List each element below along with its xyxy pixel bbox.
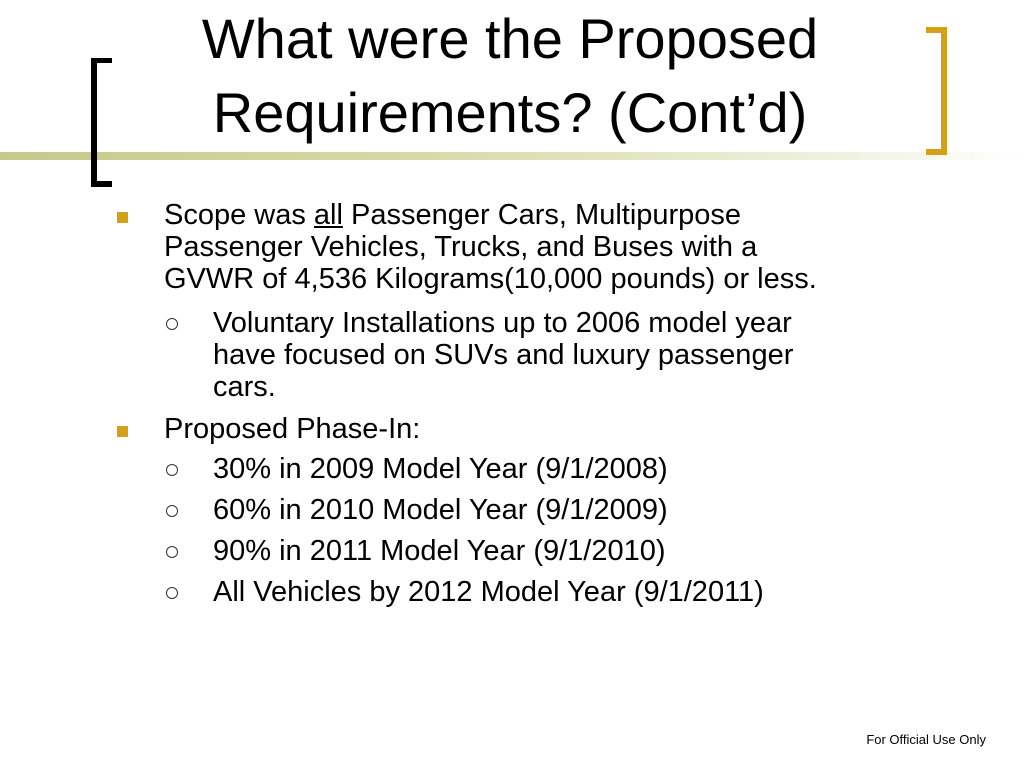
voluntary-line-2: have focused on SUVs and luxury passenger bbox=[213, 339, 794, 371]
square-bullet-icon bbox=[117, 426, 128, 437]
square-bullet-icon bbox=[117, 212, 128, 223]
phase-item: All Vehicles by 2012 Model Year (9/1/2011) bbox=[213, 576, 764, 608]
circle-bullet-icon bbox=[166, 587, 178, 599]
bullet-phase-in: Proposed Phase-In: bbox=[164, 413, 421, 445]
voluntary-line-3: cars. bbox=[213, 371, 276, 403]
circle-bullet-icon bbox=[166, 505, 178, 517]
circle-bullet-icon bbox=[166, 546, 178, 558]
circle-bullet-icon bbox=[166, 464, 178, 476]
scope-rest: Passenger Cars, Multipurpose bbox=[342, 199, 742, 231]
phase-item: 90% in 2011 Model Year (9/1/2010) bbox=[213, 535, 666, 567]
right-bracket-decoration bbox=[922, 26, 952, 156]
circle-bullet-icon bbox=[166, 318, 178, 330]
phase-item: 30% in 2009 Model Year (9/1/2008) bbox=[213, 453, 668, 485]
footer-classification: For Official Use Only bbox=[866, 732, 986, 747]
slide-title bbox=[130, 2, 890, 150]
title-line-1: What were the Proposed bbox=[201, 7, 819, 70]
phase-item: 60% in 2010 Model Year (9/1/2009) bbox=[213, 494, 668, 526]
scope-emphasis: all bbox=[313, 199, 343, 231]
bullet-scope bbox=[164, 199, 954, 295]
bullet-voluntary bbox=[213, 307, 933, 403]
title-line-2: Requirements? (Cont’d) bbox=[212, 81, 808, 144]
voluntary-line-1: Voluntary Installations up to 2006 model year bbox=[213, 307, 792, 339]
scope-line-3: GVWR of 4,536 Kilograms(10,000 pounds) or less. bbox=[164, 263, 817, 295]
title-divider-rule bbox=[0, 152, 1024, 160]
scope-prefix: Scope was bbox=[164, 199, 314, 231]
scope-line-2: Passenger Vehicles, Trucks, and Buses with a bbox=[164, 231, 758, 263]
left-bracket-decoration bbox=[88, 58, 118, 188]
